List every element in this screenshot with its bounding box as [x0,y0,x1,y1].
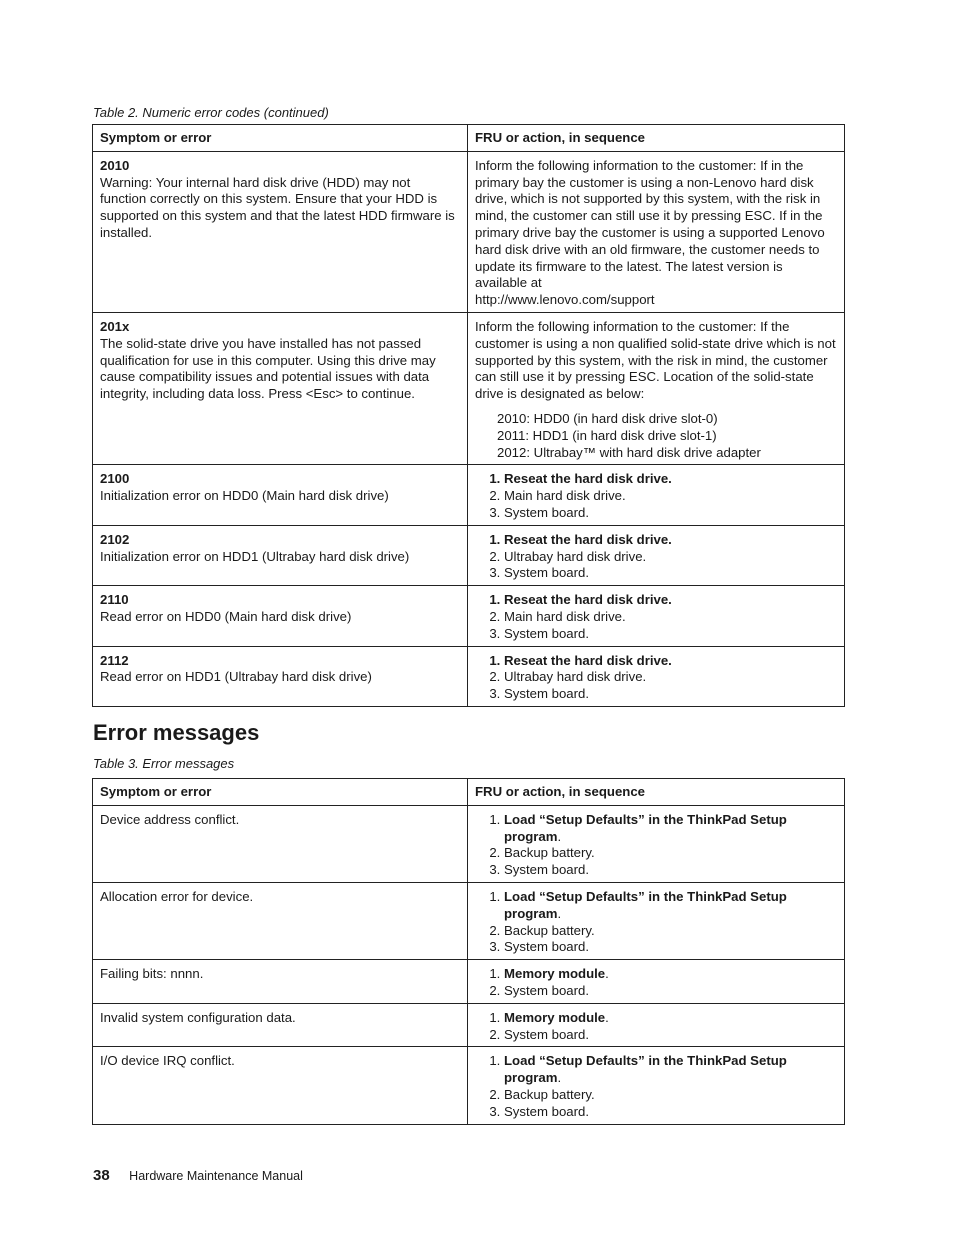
table-row [93,960,845,1004]
action-step: 2. Backup battery. [504,923,837,940]
error-code: 2010 [100,157,130,173]
action-step: 3. System board. [504,1104,837,1121]
drive-location-list [475,411,837,461]
column-header-action: FRU or action, in sequence [468,779,845,806]
action-step: 2. Main hard disk drive. [504,488,837,505]
action-step-bold: Memory module [504,966,606,982]
action-cell [468,805,845,882]
action-step: 3. System board. [504,862,837,879]
symptom-cell: Invalid system configuration data. [93,1003,468,1047]
action-step: 2. Ultrabay hard disk drive. [504,669,837,686]
action-step-bold: Memory module [504,1009,606,1025]
page-footer [93,1167,303,1184]
symptom-cell [93,525,468,585]
action-steps [475,653,837,703]
symptom-cell [93,586,468,646]
table-row [93,586,845,646]
action-step-bold: Load “Setup Defaults” in the ThinkPad Setup program [504,888,787,921]
action-cell [468,586,845,646]
symptom-cell: Failing bits: nnnn. [93,960,468,1004]
action-step-bold: Load “Setup Defaults” in the ThinkPad Setup program [504,1053,787,1086]
error-code: 2110 [100,592,129,608]
page-number: 38 [93,1167,110,1184]
action-step: 2. Ultrabay hard disk drive. [504,549,837,566]
table-row [93,1047,845,1124]
symptom-cell [93,465,468,525]
action-steps [475,889,837,956]
action-steps [475,532,837,582]
table-header-row [93,779,845,806]
error-messages-table [92,778,845,1125]
table-row [93,805,845,882]
column-header-action: FRU or action, in sequence [468,125,845,152]
symptom-cell: I/O device IRQ conflict. [93,1047,468,1124]
error-code: 2102 [100,531,130,547]
action-step: 1. Memory module. [504,1010,837,1027]
action-step: 2. Backup battery. [504,1087,837,1104]
table-row [93,151,845,312]
symptom-text: Initialization error on HDD1 (Ultrabay hard disk drive) [100,548,410,564]
action-step: 3. System board. [504,686,837,703]
action-steps [475,1010,837,1044]
action-step: 1. Load “Setup Defaults” in the ThinkPad Setup program. [504,889,837,923]
action-steps [475,592,837,642]
symptom-text: Read error on HDD1 (Ultrabay hard disk drive) [100,669,372,685]
action-step: 1. Load “Setup Defaults” in the ThinkPad Setup program. [504,812,837,846]
action-steps [475,471,837,521]
action-step: 3. System board. [504,939,837,956]
table-row [93,465,845,525]
action-step-bold: Load “Setup Defaults” in the ThinkPad Setup program [504,811,787,844]
support-link-text: http://www.lenovo.com/support [475,292,655,308]
symptom-text: Initialization error on HDD0 (Main hard disk drive) [100,488,389,504]
action-step: 1. Reseat the hard disk drive. [504,592,837,609]
symptom-cell: Allocation error for device. [93,882,468,959]
action-cell [468,312,845,464]
action-step: 3. System board. [504,505,837,522]
symptom-text: The solid-state drive you have installed has not passed qualification for use in this computer. Using this drive may cause compatibility issues and potential issues with data integrity, including data loss. Press <Esc> to continue. [100,335,436,402]
drive-location-item: 2010: HDD0 (in hard disk drive slot-0) [497,410,718,426]
table-row [93,1003,845,1047]
action-cell [468,960,845,1004]
symptom-cell: Device address conflict. [93,805,468,882]
action-step: 1. Memory module. [504,966,837,983]
action-cell [468,1047,845,1124]
action-cell [468,882,845,959]
action-steps [475,812,837,879]
action-cell [468,151,845,312]
symptom-cell [93,646,468,706]
section-title: Error messages [93,720,260,745]
action-step: 1. Reseat the hard disk drive. [504,471,837,488]
table3-caption: Table 3. Error messages [93,756,235,771]
action-cell [468,525,845,585]
action-text: Inform the following information to the customer: If in the primary bay the customer is using a non-Lenovo hard disk drive, which is not supported by this system, with the risk in mind, the customer can still use it by pressing ESC. If in the primary drive bay the customer is using a supported Lenovo hard disk drive with an old firmware, the customer needs to update its firmware to the latest. The latest version is available at [475,157,825,291]
symptom-cell [93,312,468,464]
action-step: 3. System board. [504,626,837,643]
numeric-error-codes-table [92,124,845,707]
manual-title: Hardware Maintenance Manual [129,1169,303,1183]
action-step: 1. Reseat the hard disk drive. [504,653,837,670]
action-step: 2. Main hard disk drive. [504,609,837,626]
error-code: 2112 [100,652,129,668]
action-step: 2. System board. [504,983,837,1000]
action-step: 1. Load “Setup Defaults” in the ThinkPad Setup program. [504,1053,837,1087]
symptom-text: Warning: Your internal hard disk drive (HDD) may not function correctly on this system. Ensure that your HDD is supported on this system and that the latest HDD firmware is installed. [100,174,455,240]
table-row [93,312,845,464]
table2-caption: Table 2. Numeric error codes (continued) [93,105,329,120]
action-step: 1. Reseat the hard disk drive. [504,532,837,549]
action-step: 3. System board. [504,565,837,582]
error-code: 2100 [100,471,130,487]
action-cell [468,465,845,525]
column-header-symptom: Symptom or error [93,125,468,152]
drive-location-item: 2011: HDD1 (in hard disk drive slot-1) [497,427,717,443]
action-cell [468,1003,845,1047]
error-code: 201x [100,318,130,334]
table-row [93,646,845,706]
action-steps [475,1053,837,1120]
action-cell [468,646,845,706]
symptom-cell [93,151,468,312]
table-header-row [93,125,845,152]
action-step: 2. System board. [504,1027,837,1044]
column-header-symptom: Symptom or error [93,779,468,806]
action-text: Inform the following information to the customer: If the customer is using a non qualified solid-state drive which is not supported by this system, with the risk in mind, the customer can still use it by pressing ESC. Location of the solid-state drive is designated as below: [475,318,836,402]
action-step: 2. Backup battery. [504,845,837,862]
drive-location-item: 2012: Ultrabay™ with hard disk drive adapter [497,444,761,460]
table-row [93,525,845,585]
symptom-text: Read error on HDD0 (Main hard disk drive) [100,608,352,624]
action-steps [475,966,837,1000]
table-row [93,882,845,959]
